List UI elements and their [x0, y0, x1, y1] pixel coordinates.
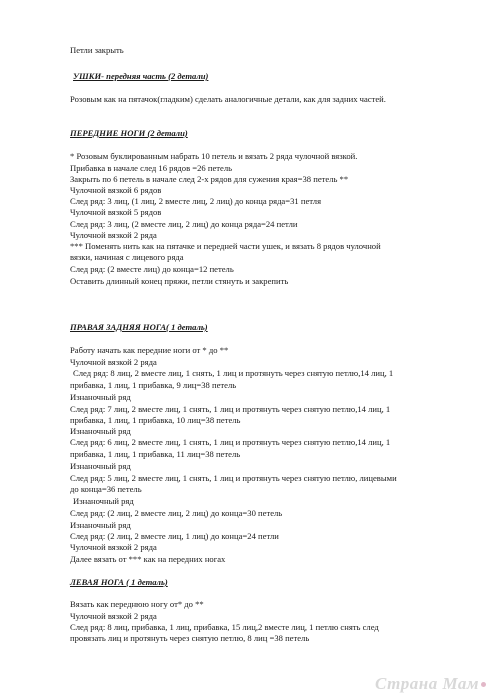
- watermark-dot-icon: [481, 682, 486, 687]
- text-line: След ряд: (2 лиц, 2 вместе лиц, 1 лиц) до конца=24 петли: [70, 531, 279, 541]
- section-heading-ears: УШКИ- передняя часть (2 детали): [73, 71, 209, 81]
- text-line: Чулочной вязкой 5 рядов: [70, 207, 162, 217]
- text-line: до конца=36 петель: [70, 484, 142, 494]
- text-line: Чулочной вязкой 2 ряда: [70, 542, 157, 552]
- text-line: След ряд: 7 лиц, 2 вместе лиц, 1 снять, 1 лиц и протянуть через снятую петлю,14 лиц, 1: [70, 404, 391, 414]
- text-line: Изнаночный ряд: [70, 426, 131, 436]
- section-heading-right-hind-leg: ПРАВАЯ ЗАДНЯЯ НОГА( 1 деталь): [70, 322, 208, 332]
- text-line: Чулочной вязкой 2 ряда: [70, 357, 157, 367]
- text-line: Изнаночный ряд: [70, 520, 131, 530]
- text-line: вязки, начиная с лицевого ряда: [70, 252, 184, 262]
- text-line: Прибавка в начале след 16 рядов =26 петель: [70, 163, 233, 173]
- text-line: След ряд: 8 лиц, прибавка, 1 лиц, прибавка, 15 лиц,2 вместе лиц, 1 петлю снять след: [70, 622, 379, 632]
- text-line: Розовым как на пятачок(гладким) сделать аналогичные детали, как для задних частей.: [70, 94, 386, 104]
- text-line: прибавка, 1 лиц, 1 прибавка, 10 лиц=38 петель: [70, 415, 241, 425]
- text-line: Изнаночный ряд: [70, 461, 131, 471]
- text-line: Изнаночный ряд: [70, 392, 131, 402]
- text-line: Вязать как переднюю ногу от* до **: [70, 599, 204, 609]
- text-line: Чулочной вязкой 2 ряда: [70, 230, 157, 240]
- text-line: Закрыть по 6 петель в начале след 2-х рядов для сужения края=38 петель **: [70, 174, 349, 184]
- text-line: прибавка, 1 лиц, 1 прибавка, 9 лиц=38 петель: [70, 380, 237, 390]
- text-line: Чулочной вязкой 6 рядов: [70, 185, 162, 195]
- text-line: Изнаночный ряд: [73, 496, 134, 506]
- text-line: прибавка, 1 лиц, 1 прибавка, 11 лиц=38 петель: [70, 449, 241, 459]
- text-line: Работу начать как передние ноги от * до **: [70, 345, 229, 355]
- text-line: След ряд: 3 лиц, (2 вместе лиц, 2 лиц) до конца ряда=24 петли: [70, 219, 298, 229]
- section-heading-left-leg: ЛЕВАЯ НОГА ( 1 деталь): [70, 577, 168, 587]
- text-line: провязать лиц и протянуть через снятую петлю, 8 лиц =38 петель: [70, 633, 310, 643]
- text-line: След ряд: 6 лиц, 2 вместе лиц, 1 снять, 1 лиц и протянуть через снятую петлю,14 лиц, 1: [70, 437, 391, 447]
- watermark-logo: [375, 674, 486, 694]
- text-line: След ряд: 8 лиц, 2 вместе лиц, 1 снять, 1 лиц и протянуть через снятую петлю,14 лиц, 1: [73, 368, 394, 378]
- text-line: *** Поменять нить как на пятачке и передней части ушек, и вязать 8 рядов чулочной: [70, 241, 381, 251]
- section-heading-front-legs: ПЕРЕДНИЕ НОГИ (2 детали): [70, 128, 188, 138]
- text-line: След ряд: 3 лиц, (1 лиц, 2 вместе лиц, 2 лиц) до конца ряда=31 петля: [70, 196, 322, 206]
- text-line: След ряд: (2 вместе лиц) до конца=12 петель: [70, 264, 234, 274]
- text-line: Оставить длинный конец пряжи, петли стянуть и закрепить: [70, 276, 289, 286]
- text-line: Чулочной вязкой 2 ряда: [70, 611, 157, 621]
- text-line: * Розовым буклированным набрать 10 петель и вязать 2 ряда чулочной вязкой.: [70, 151, 358, 161]
- text-line: След ряд: 5 лиц, 2 вместе лиц, 1 снять, 1 лиц и протянуть через снятую петлю, лицевыми: [70, 473, 397, 483]
- text-line: Петли закрыть: [70, 45, 124, 55]
- text-line: След ряд: (2 лиц, 2 вместе лиц, 2 лиц) до конца=30 петель: [70, 508, 283, 518]
- watermark-text: Страна Мам: [374, 674, 479, 693]
- text-line: Далее вязать от *** как на передних ногах: [70, 554, 226, 564]
